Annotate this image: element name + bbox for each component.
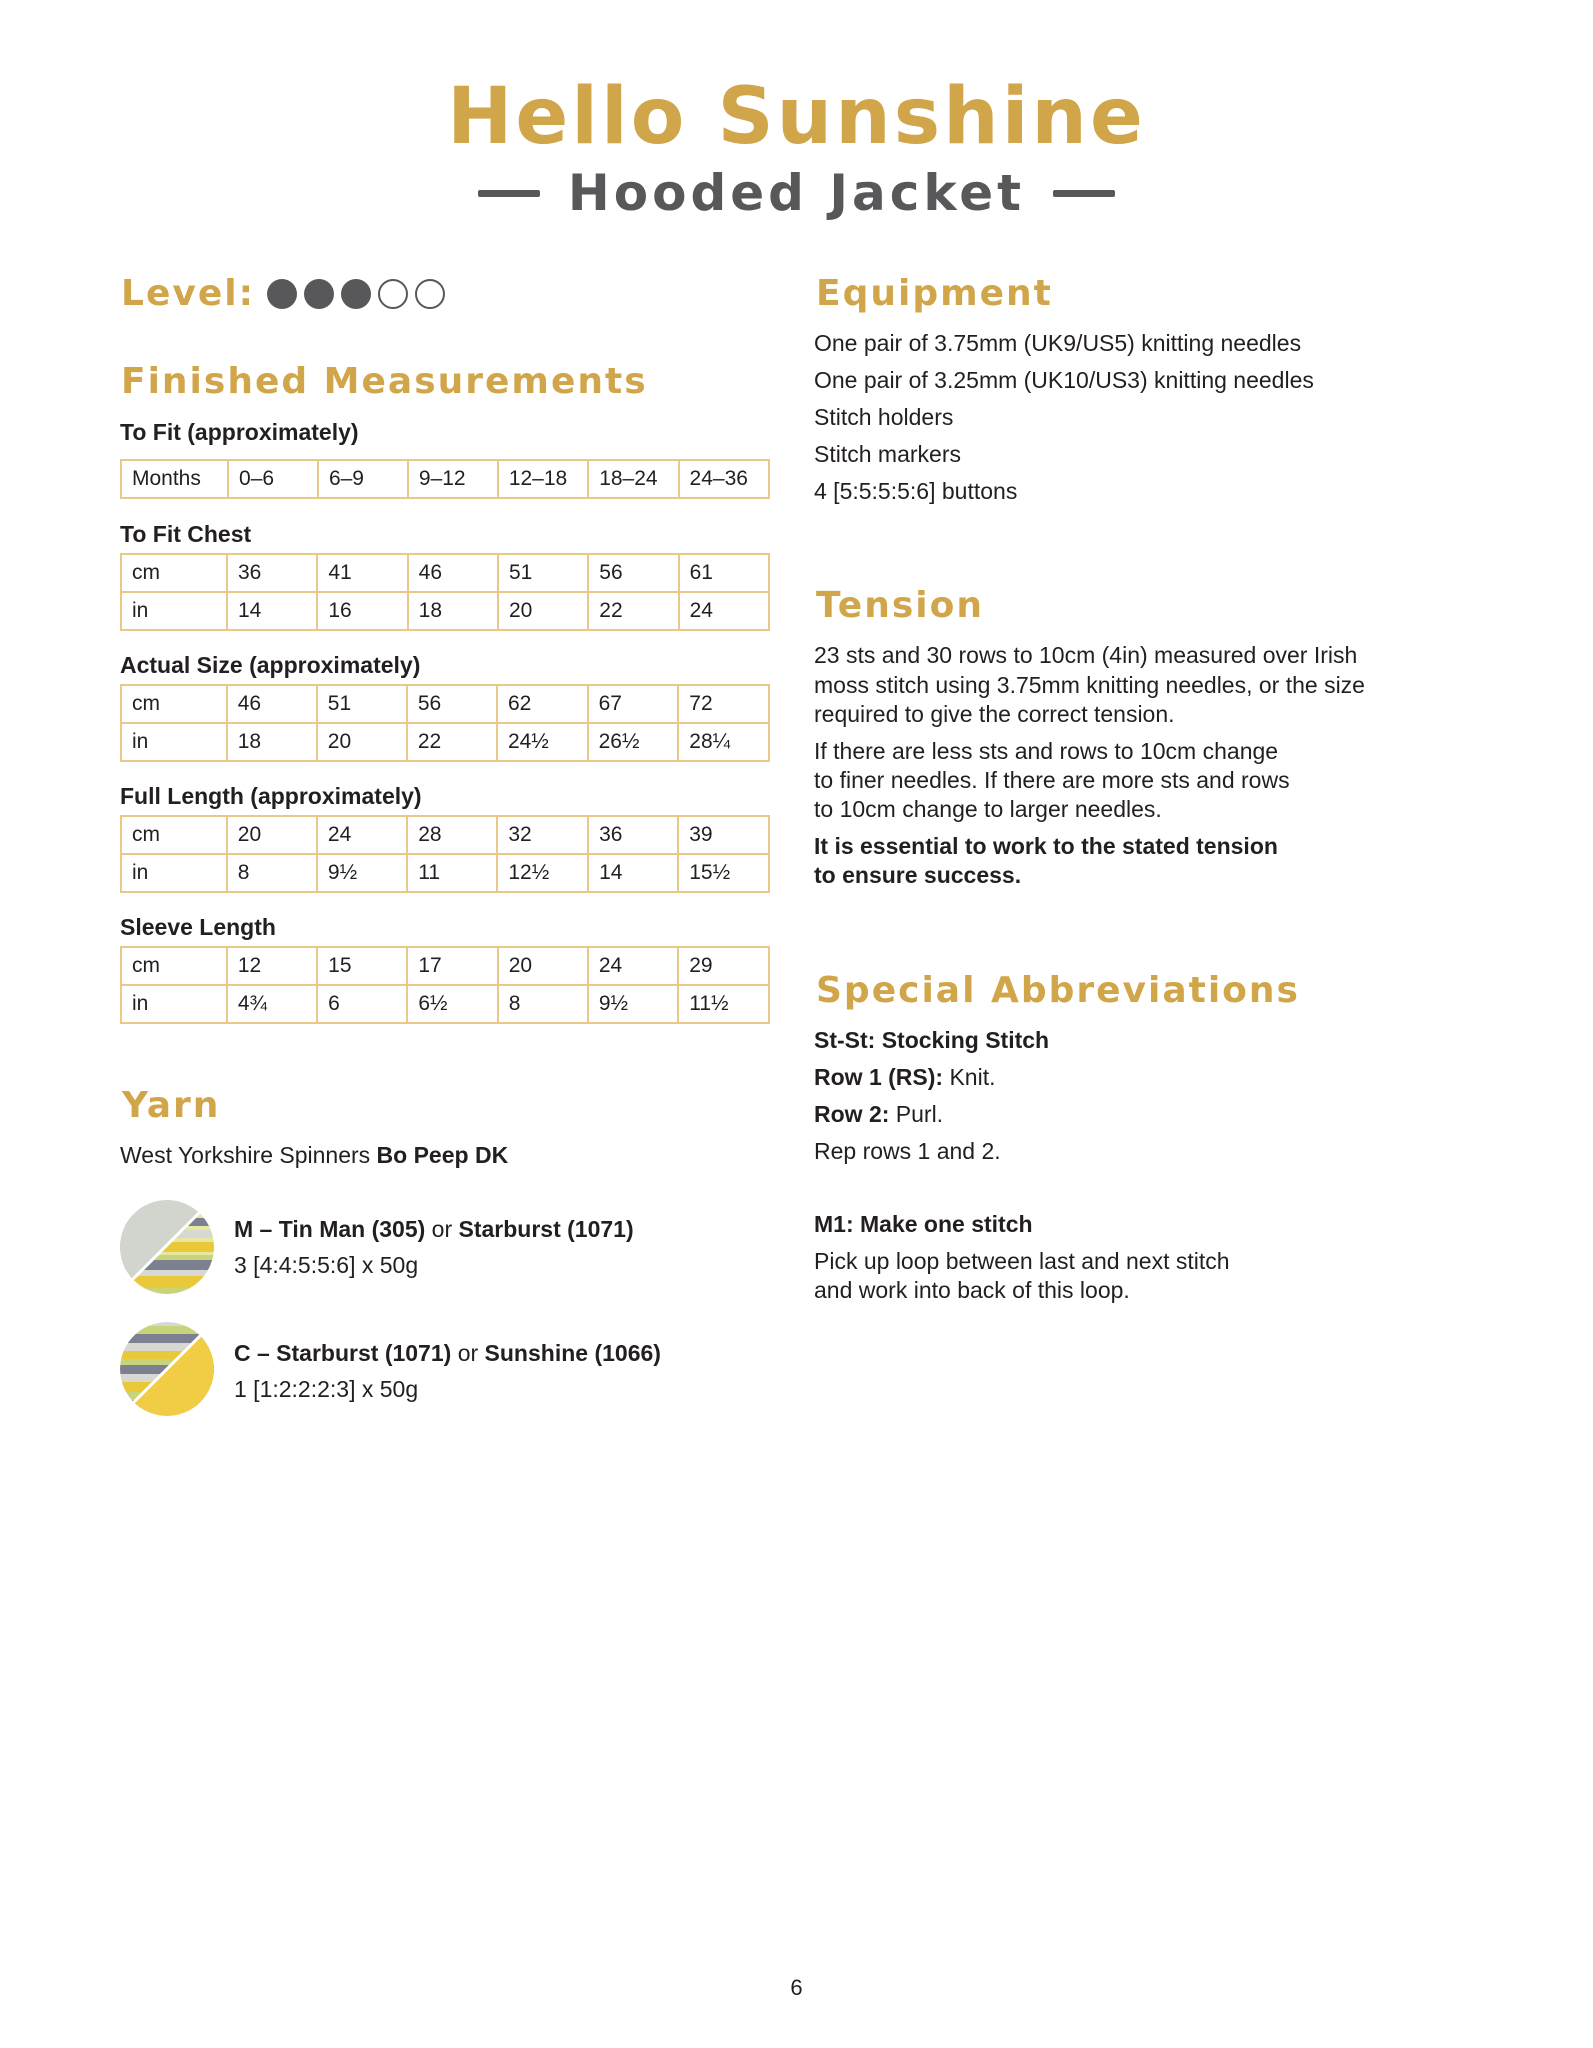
table-cell: 24 [588,947,678,985]
table-cell: 32 [497,816,588,854]
table-cell: 11½ [678,985,769,1023]
table-cell: 26½ [588,723,679,761]
yarn-item-contrast [234,1338,661,1368]
level-label: Level: [121,273,255,314]
right-dash-decoration [1053,190,1115,197]
table-cell: 6 [317,985,407,1023]
abbrev-m1-text: Pick up loop between last and next stitch [814,1248,1230,1274]
tension-line: If there are less sts and rows to 10cm change [814,738,1279,764]
section-heading-yarn: Yarn [122,1085,221,1126]
table-row [121,685,769,723]
row1-label: Row 1 (RS): [814,1064,944,1090]
table-cell: 18 [408,592,498,630]
sleeve-length-table [120,946,770,1024]
table-cell: 51 [317,685,407,723]
to-fit-table [120,459,770,499]
yarn-brand [120,1140,508,1170]
table-cell: 51 [498,554,588,592]
abbrev-st-st: St-St: Stocking Stitch [814,1027,1050,1053]
yarn-code: M – Tin Man (305) [234,1216,426,1242]
yarn-swatch-starburst-sunshine-icon [120,1322,214,1416]
table-cell: 6–9 [318,460,408,498]
equipment-item: One pair of 3.25mm (UK10/US3) knitting needles [814,367,1314,393]
table-cell: 16 [317,592,407,630]
yarn-quantity-contrast: 1 [1:2:2:2:3] x 50g [234,1376,419,1402]
table-cell: 4¾ [227,985,317,1023]
yarn-or: or [451,1340,485,1366]
to-fit-chest-table [120,553,770,631]
table-cell: 28¼ [678,723,769,761]
left-dash-decoration [478,190,540,197]
table-cell: 22 [588,592,678,630]
table-cell: 24–36 [679,460,769,498]
tension-line: 23 sts and 30 rows to 10cm (4in) measured over Irish [814,642,1358,668]
table-cell: 41 [317,554,407,592]
table-cell: 15½ [678,854,769,892]
table-row [121,723,769,761]
actual-size-label: Actual Size (approximately) [120,652,421,678]
level-dot-filled-icon [267,279,297,309]
table-cell: 62 [497,685,588,723]
table-cell: 12–18 [498,460,588,498]
table-cell: 18–24 [588,460,678,498]
table-cell: 56 [588,554,678,592]
level-dot-filled-icon [341,279,371,309]
pattern-title: Hello Sunshine [447,72,1146,162]
table-row [121,947,769,985]
row1-text: Knit. [943,1064,996,1090]
yarn-swatch-tin-man-starburst-icon [120,1200,214,1294]
table-row [121,854,769,892]
table-cell: 8 [227,854,317,892]
table-cell: 67 [588,685,679,723]
table-cell: in [121,854,227,892]
tension-line: moss stitch using 3.75mm knitting needles, or the size [814,672,1365,698]
pattern-subtitle [0,163,1593,223]
abbrev-m1-label: M1: Make one stitch [814,1211,1033,1237]
table-row [121,985,769,1023]
equipment-item: 4 [5:5:5:5:6] buttons [814,478,1018,504]
table-cell: 20 [317,723,407,761]
table-cell: 24 [317,816,407,854]
table-cell: in [121,985,227,1023]
yarn-alt: Sunshine (1066) [484,1340,661,1366]
to-fit-chest-label: To Fit Chest [120,521,252,547]
actual-size-table [120,684,770,762]
table-cell: 9–12 [408,460,498,498]
equipment-item: One pair of 3.75mm (UK9/US5) knitting needles [814,330,1302,356]
abbrev-row1 [814,1062,995,1092]
table-cell: 29 [678,947,769,985]
table-cell: 22 [407,723,497,761]
table-cell: 11 [407,854,497,892]
table-cell: 28 [407,816,497,854]
table-row [121,816,769,854]
difficulty-level [121,274,452,314]
table-cell: 18 [227,723,317,761]
table-cell: 39 [678,816,769,854]
table-cell: 17 [407,947,497,985]
table-cell: 20 [498,592,588,630]
table-cell: cm [121,685,227,723]
full-length-table [120,815,770,893]
tension-line: to 10cm change to larger needles. [814,796,1162,822]
table-cell: 24 [679,592,769,630]
table-cell: 20 [227,816,317,854]
table-cell: 46 [227,685,317,723]
table-cell: 14 [588,854,678,892]
table-cell: 46 [408,554,498,592]
section-heading-abbreviations: Special Abbreviations [816,970,1300,1011]
equipment-item: Stitch markers [814,441,961,467]
yarn-code: C – Starburst (1071) [234,1340,452,1366]
table-row [121,592,769,630]
yarn-brand-prefix: West Yorkshire Spinners [120,1142,377,1168]
page-number: 6 [790,1975,803,2000]
abbrev-m1-text: and work into back of this loop. [814,1277,1130,1303]
section-heading-equipment: Equipment [816,273,1053,314]
sleeve-length-label: Sleeve Length [120,914,276,940]
section-heading-tension: Tension [816,585,984,626]
equipment-item: Stitch holders [814,404,954,430]
table-cell: in [121,592,227,630]
table-cell: cm [121,816,227,854]
table-cell: 24½ [497,723,588,761]
level-dot-empty-icon [378,279,408,309]
yarn-or: or [425,1216,459,1242]
tension-line: to finer needles. If there are more sts and rows [814,767,1290,793]
table-cell: 6½ [407,985,497,1023]
yarn-quantity-main: 3 [4:4:5:5:6] x 50g [234,1252,419,1278]
table-cell: 72 [678,685,769,723]
table-cell: 15 [317,947,407,985]
row2-text: Purl. [889,1101,944,1127]
table-cell: Months [121,460,228,498]
table-cell: 14 [227,592,317,630]
table-cell: 61 [679,554,769,592]
table-cell: 0–6 [228,460,318,498]
full-length-label: Full Length (approximately) [120,783,422,809]
table-cell: 8 [498,985,588,1023]
table-cell: 20 [498,947,588,985]
table-cell: 56 [407,685,497,723]
level-dot-empty-icon [415,279,445,309]
table-cell: 9½ [317,854,407,892]
table-cell: 9½ [588,985,678,1023]
row2-label: Row 2: [814,1101,890,1127]
tension-warning-line: It is essential to work to the stated tension [814,833,1278,859]
yarn-alt: Starburst (1071) [458,1216,634,1242]
abbrev-row2 [814,1099,943,1129]
to-fit-label: To Fit (approximately) [120,419,359,445]
tension-line: required to give the correct tension. [814,701,1175,727]
yarn-brand-name: Bo Peep DK [376,1142,509,1168]
table-cell: in [121,723,227,761]
abbrev-rep: Rep rows 1 and 2. [814,1138,1001,1164]
table-cell: 36 [227,554,317,592]
subtitle-text: Hooded Jacket [567,164,1026,222]
table-cell: 12 [227,947,317,985]
table-cell: cm [121,947,227,985]
tension-warning-line: to ensure success. [814,862,1022,888]
yarn-item-main [234,1214,634,1244]
table-cell: 12½ [497,854,588,892]
table-row [121,554,769,592]
table-row [121,460,769,498]
table-cell: cm [121,554,227,592]
section-heading-measurements: Finished Measurements [121,361,648,402]
table-cell: 36 [588,816,678,854]
level-dot-filled-icon [304,279,334,309]
